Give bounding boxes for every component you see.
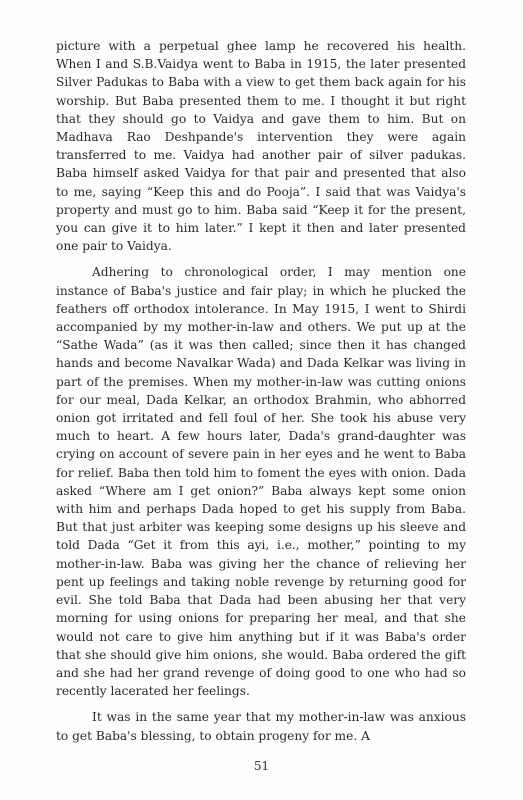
paragraph-3: It was in the same year that my mother-in-law was anxious to get Baba's blessing, to obtain progeny for me. A — [56, 710, 466, 743]
paragraph-2: Adhering to chronological order, I may mention one instance of Baba's justice and fair play; in which he plucked the feathers off orthodox intolerance. In May 1915, I went to Shirdi accompanied by my mother-in-law and others. We put up at the “Sathe Wada” (as it was then called; since then it has changed hands and become Navalkar Wada) and Dada Kelkar was living in part of the premises. When my mother-in-law was cutting onions for our meal, Dada Kelkar, an orthodox Brahmin, who abhorred onion got irritated and fell foul of her. She took his abuse very much to heart. A few hours later, Dada's grand-daughter was crying on account of severe pain in her eyes and he went to Baba for relief. Baba then told him to foment the eyes with onion. Dada asked “Where am I get onion?” Baba always kept some onion with him and perhaps Dada hoped to get his supply from Baba. But that just arbiter was keeping some designs up his sleeve and told Dada “Get it from this ayi, i.e., mother,” pointing to my mother-in-law. Baba was giving her the chance of relieving her pent up feelings and taking noble revenge by returning good for evil. She told Baba that Dada had been abusing her that very morning for using onions for preparing her meal, and that she would not care to give him anything but if it was Baba's order that she should give him onions, she would. Baba ordered the gift and she had her grand revenge of doing good to one who had so recently lacerated her feelings. — [56, 265, 466, 699]
paragraph-1: picture with a perpetual ghee lamp he recovered his health. When I and S.B.Vaidya went to Baba in 1915, the later presented Silver Padukas to Baba with a view to get them back again for his worship. But Baba presented them to me. I thought it but right that they should go to Vaidya and gave them to him. But on Madhava Rao Deshpande's intervention they were again transferred to me. Vaidya had another pair of silver padukas. Baba himself asked Vaidya for that pair and presented that also to me, saying “Keep this and do Pooja”. I said that was Vaidya's property and must go to him. Baba said “Keep it for the present, you can give it to him later.” I kept it then and later presented one pair to Vaidya. — [56, 39, 466, 254]
body-text — [56, 37, 466, 745]
page-number: 51 — [253, 759, 270, 773]
